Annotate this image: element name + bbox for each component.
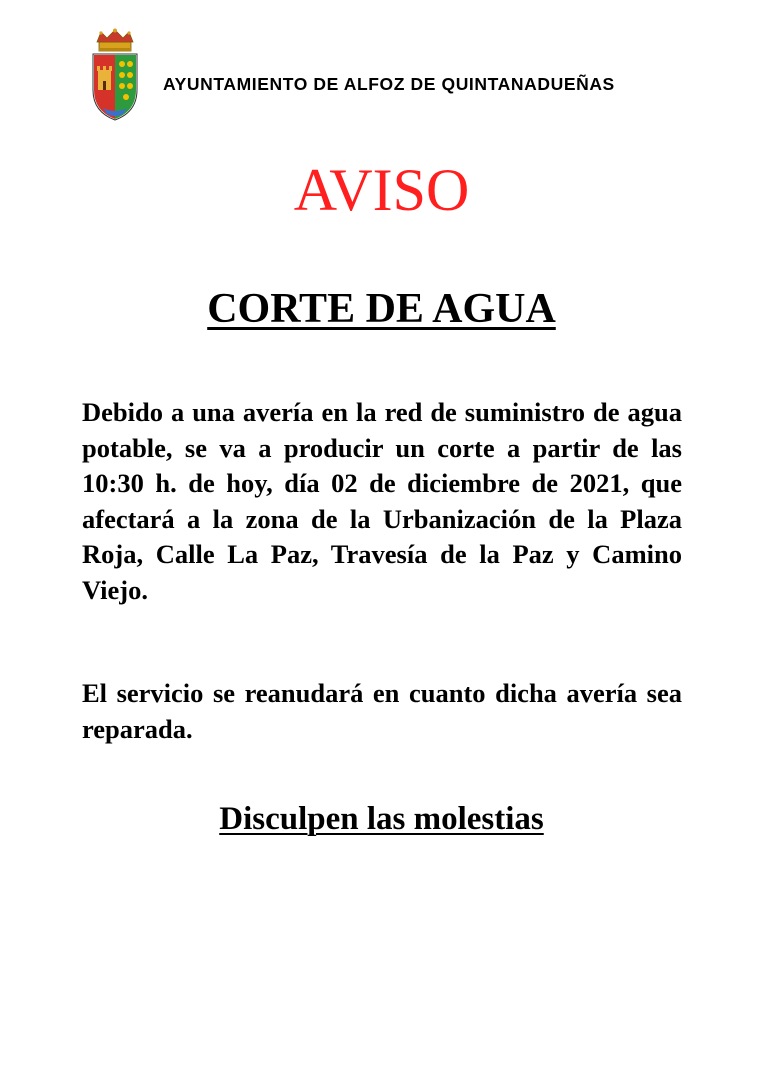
organization-name: AYUNTAMIENTO DE ALFOZ DE QUINTANADUEÑAS xyxy=(163,74,615,94)
notice-paragraph: El servicio se reanudará en cuanto dicha avería sea reparada. xyxy=(82,678,682,744)
notice-subject: CORTE DE AGUA xyxy=(207,286,556,332)
page-header xyxy=(85,28,745,128)
notice-paragraph: Debido a una avería en la red de suministro de agua potable, se va a producir un corte a partir de las 10:30 h. de hoy, día 02 de diciembre de 2021, que afectará a la zona de la Urbanización de la Plaza Roja, Calle La Paz, Travesía de la Paz y Camino Viejo. xyxy=(82,397,682,605)
closing-line: Disculpen las molestias xyxy=(219,801,544,837)
notice-label: AVISO xyxy=(293,157,470,223)
coat-of-arms-icon xyxy=(85,28,145,124)
